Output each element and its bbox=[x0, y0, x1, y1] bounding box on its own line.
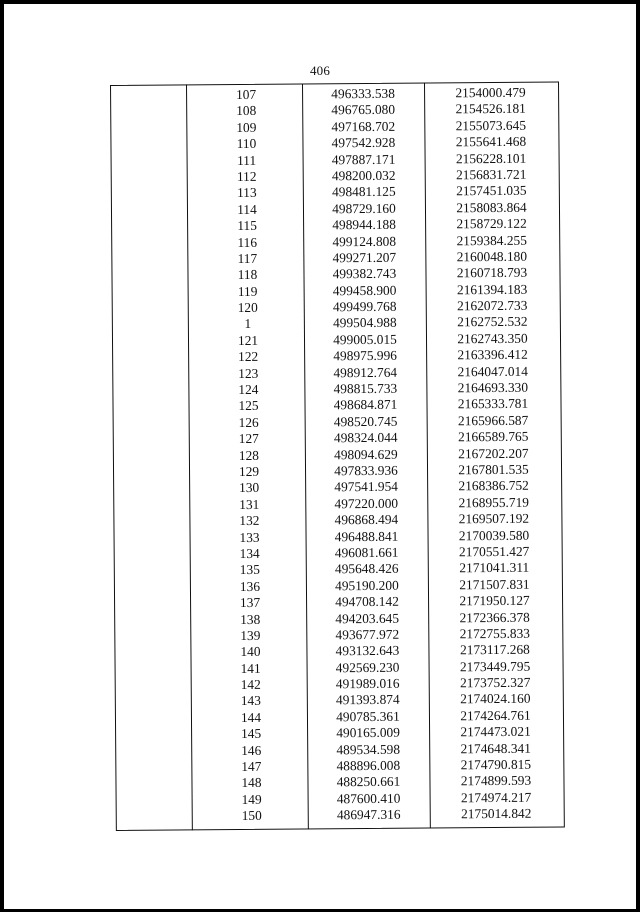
y-coordinate-cell: 2161394.183 bbox=[456, 281, 528, 297]
point-number-cell: 109 bbox=[236, 119, 257, 135]
y-coordinate-cell: 2168386.752 bbox=[458, 478, 529, 494]
y-coordinate-cell: 2160048.180 bbox=[456, 248, 528, 265]
point-number-cell: 112 bbox=[236, 168, 257, 184]
point-number-cell: 114 bbox=[237, 201, 257, 217]
x-coordinate-cell: 499005.015 bbox=[333, 331, 397, 348]
point-number-cell: 141 bbox=[240, 660, 261, 676]
x-coordinate-cell: 499124.808 bbox=[332, 233, 397, 249]
y-coordinate-cell: 2167202.207 bbox=[458, 445, 529, 461]
coordinates-table bbox=[110, 81, 565, 831]
point-number-cell: 147 bbox=[241, 758, 262, 775]
x-coordinate-cell: 497220.000 bbox=[334, 495, 399, 512]
point-number-cell: 148 bbox=[241, 775, 262, 791]
point-number-cell: 132 bbox=[239, 512, 260, 529]
point-number-cell: 142 bbox=[240, 676, 261, 693]
point-number-cell: 111 bbox=[236, 152, 257, 168]
x-coordinate-cell: 489534.598 bbox=[336, 741, 401, 757]
x-coordinate-cell: 499458.900 bbox=[332, 282, 397, 298]
y-coordinate-cell: 2171950.127 bbox=[459, 592, 530, 609]
point-number-cell: 128 bbox=[238, 447, 260, 463]
y-coordinate-cell: 2154000.479 bbox=[455, 84, 526, 101]
point-number-cell: 118 bbox=[237, 267, 258, 283]
x-coordinate-cell: 499382.743 bbox=[332, 266, 397, 282]
point-number-cell: 127 bbox=[238, 431, 259, 447]
y-coordinate-cell: 2162072.733 bbox=[457, 297, 528, 314]
x-coordinate-cell: 494203.645 bbox=[335, 610, 400, 626]
y-coordinate-cell: 2162743.350 bbox=[457, 330, 528, 347]
x-coordinate-cell: 488896.008 bbox=[336, 757, 401, 774]
point-number-cell: 143 bbox=[240, 693, 261, 709]
point-number-cell: 150 bbox=[241, 808, 262, 824]
x-coordinate-cell: 487600.410 bbox=[336, 790, 401, 807]
x-coordinate-cell: 498975.996 bbox=[333, 348, 397, 364]
point-number-cell: 115 bbox=[237, 217, 257, 234]
y-coordinate-cell: 2171507.831 bbox=[459, 576, 530, 592]
point-number-cell: 149 bbox=[241, 791, 262, 807]
y-coordinate-cell: 2162752.532 bbox=[457, 314, 528, 330]
y-coordinate-cell: 2173449.795 bbox=[459, 658, 531, 674]
y-coordinate-cell: 2165333.781 bbox=[457, 396, 529, 412]
x-coordinate-cell: 498520.745 bbox=[333, 413, 398, 430]
point-number-cell: 1 bbox=[244, 316, 252, 332]
x-coordinate-cell: 498200.032 bbox=[331, 167, 396, 184]
y-coordinate-cell: 2174974.217 bbox=[460, 789, 532, 806]
y-coordinate-cell: 2173752.327 bbox=[459, 674, 531, 691]
scan-border-left bbox=[0, 0, 4, 912]
point-number-cell: 135 bbox=[239, 562, 260, 578]
point-number-cell: 116 bbox=[237, 234, 258, 250]
y-coordinate-cell: 2171041.311 bbox=[459, 560, 530, 576]
y-coordinate-cell: 2159384.255 bbox=[456, 232, 527, 248]
x-coordinate-cell: 496868.494 bbox=[334, 511, 399, 528]
x-coordinate-cell: 498944.188 bbox=[332, 216, 396, 233]
x-coordinate-cell: 498912.764 bbox=[333, 364, 398, 380]
x-coordinate-cell: 494708.142 bbox=[335, 593, 399, 610]
x-coordinate-cell: 497541.954 bbox=[334, 479, 399, 495]
y-coordinate-cell: 2154526.181 bbox=[455, 101, 526, 117]
y-coordinate-cell: 2156831.721 bbox=[456, 166, 527, 183]
y-coordinate-cell: 2174648.341 bbox=[460, 740, 531, 756]
x-coordinate-cell: 499504.988 bbox=[333, 315, 397, 331]
x-coordinate-cell: 498815.733 bbox=[333, 380, 398, 397]
point-number-cell: 146 bbox=[241, 742, 262, 758]
x-coordinate-cell: 498684.871 bbox=[333, 397, 398, 413]
y-coordinate-cell: 2165966.587 bbox=[457, 412, 529, 429]
point-number-cell: 121 bbox=[237, 332, 259, 348]
x-coordinate-cell: 499271.207 bbox=[332, 249, 397, 266]
y-coordinate-cell: 2170039.580 bbox=[458, 527, 530, 543]
y-coordinate-cell: 2167801.535 bbox=[458, 461, 529, 478]
page-number: 406 bbox=[309, 63, 331, 78]
y-coordinate-cell: 2170551.427 bbox=[458, 543, 530, 560]
x-coordinate-cell: 488250.661 bbox=[336, 774, 401, 790]
x-coordinate-cell: 493132.643 bbox=[335, 643, 400, 659]
point-number-cell: 131 bbox=[239, 496, 260, 512]
y-coordinate-cell: 2164693.330 bbox=[457, 379, 529, 396]
point-number-cell: 120 bbox=[237, 299, 258, 316]
point-number-cell: 119 bbox=[237, 283, 258, 299]
x-coordinate-cell: 496765.080 bbox=[331, 102, 396, 118]
x-coordinate-cell: 491989.016 bbox=[335, 675, 400, 692]
x-coordinate-cell: 490165.009 bbox=[336, 724, 400, 741]
y-coordinate-cell: 2174024.160 bbox=[460, 691, 531, 707]
y-coordinate-cell: 2156228.101 bbox=[455, 150, 527, 166]
y-coordinate-cell: 2166589.765 bbox=[458, 428, 529, 445]
y-coordinate-cell: 2173117.268 bbox=[459, 642, 530, 658]
x-coordinate-cell: 499499.768 bbox=[332, 298, 397, 315]
point-number-cell: 107 bbox=[235, 86, 257, 103]
y-coordinate-cell: 2155641.468 bbox=[455, 133, 527, 150]
y-coordinate-cell: 2174264.761 bbox=[460, 707, 531, 724]
x-coordinate-cell: 497168.702 bbox=[331, 118, 396, 135]
y-coordinate-cell: 2174790.815 bbox=[460, 756, 532, 773]
x-coordinate-cell: 497887.171 bbox=[331, 151, 396, 167]
x-coordinate-cell: 498094.629 bbox=[334, 446, 398, 462]
y-coordinate-cell: 2174473.021 bbox=[460, 723, 531, 740]
point-number-cell: 125 bbox=[238, 398, 259, 414]
point-number-cell: 117 bbox=[237, 250, 258, 266]
x-coordinate-cell: 497542.928 bbox=[331, 134, 396, 151]
x-coordinate-cell: 490785.361 bbox=[336, 708, 400, 725]
point-number-cell: 129 bbox=[238, 463, 260, 479]
point-number-cell: 133 bbox=[239, 529, 260, 545]
y-coordinate-cell: 2163396.412 bbox=[457, 346, 528, 363]
y-coordinate-cell: 2158083.864 bbox=[456, 199, 527, 216]
x-coordinate-cell: 486947.316 bbox=[336, 806, 401, 823]
x-coordinate-cell: 498729.160 bbox=[332, 200, 396, 216]
y-coordinate-cell: 2169507.192 bbox=[458, 510, 530, 527]
y-coordinate-cell: 2164047.014 bbox=[457, 363, 528, 379]
point-number-cell: 110 bbox=[236, 136, 257, 152]
point-number-cell: 124 bbox=[238, 381, 259, 398]
x-coordinate-cell: 491393.874 bbox=[335, 692, 400, 708]
x-coordinate-cell: 493677.972 bbox=[335, 626, 400, 643]
x-coordinate-cell: 492569.230 bbox=[335, 659, 400, 675]
x-coordinate-cell: 498481.125 bbox=[331, 184, 396, 200]
y-coordinate-cell: 2174899.593 bbox=[460, 773, 532, 789]
point-number-cell: 139 bbox=[240, 627, 261, 643]
point-number-cell: 123 bbox=[238, 365, 259, 381]
x-coordinate-cell: 496333.538 bbox=[331, 85, 395, 102]
x-coordinate-cell: 495190.200 bbox=[335, 577, 399, 593]
point-number-cell: 140 bbox=[240, 644, 261, 660]
x-coordinate-cell: 498324.044 bbox=[333, 429, 398, 446]
y-coordinate-cell: 2172755.833 bbox=[459, 625, 531, 642]
point-number-cell: 126 bbox=[238, 414, 259, 430]
y-coordinate-cell: 2155073.645 bbox=[455, 117, 527, 134]
y-coordinate-cell: 2168955.719 bbox=[458, 494, 530, 511]
point-number-cell: 108 bbox=[236, 103, 257, 119]
y-coordinate-cell: 2158729.122 bbox=[456, 215, 527, 232]
point-number-cell: 144 bbox=[240, 709, 262, 725]
y-coordinate-cell: 2172366.378 bbox=[459, 609, 530, 625]
point-number-cell: 130 bbox=[239, 480, 260, 496]
point-number-cell: 138 bbox=[240, 611, 261, 627]
x-coordinate-cell: 496488.841 bbox=[334, 528, 399, 544]
point-number-cell: 145 bbox=[240, 726, 262, 742]
point-number-cell: 137 bbox=[239, 594, 261, 611]
point-number-cell: 136 bbox=[239, 578, 261, 594]
scan-border-right bbox=[636, 0, 640, 912]
y-coordinate-cell: 2157451.035 bbox=[456, 183, 527, 199]
y-coordinate-cell: 2160718.793 bbox=[456, 265, 528, 281]
scan-border-top bbox=[0, 0, 640, 4]
y-coordinate-cell: 2175014.842 bbox=[461, 805, 532, 822]
point-number-cell: 134 bbox=[239, 545, 260, 561]
x-coordinate-cell: 497833.936 bbox=[334, 462, 398, 479]
point-number-cell: 113 bbox=[236, 185, 257, 201]
x-coordinate-cell: 496081.661 bbox=[334, 544, 399, 561]
table-row bbox=[116, 806, 563, 826]
x-coordinate-cell: 495648.426 bbox=[334, 561, 399, 577]
table-body bbox=[110, 84, 563, 825]
point-number-cell: 122 bbox=[238, 349, 259, 365]
